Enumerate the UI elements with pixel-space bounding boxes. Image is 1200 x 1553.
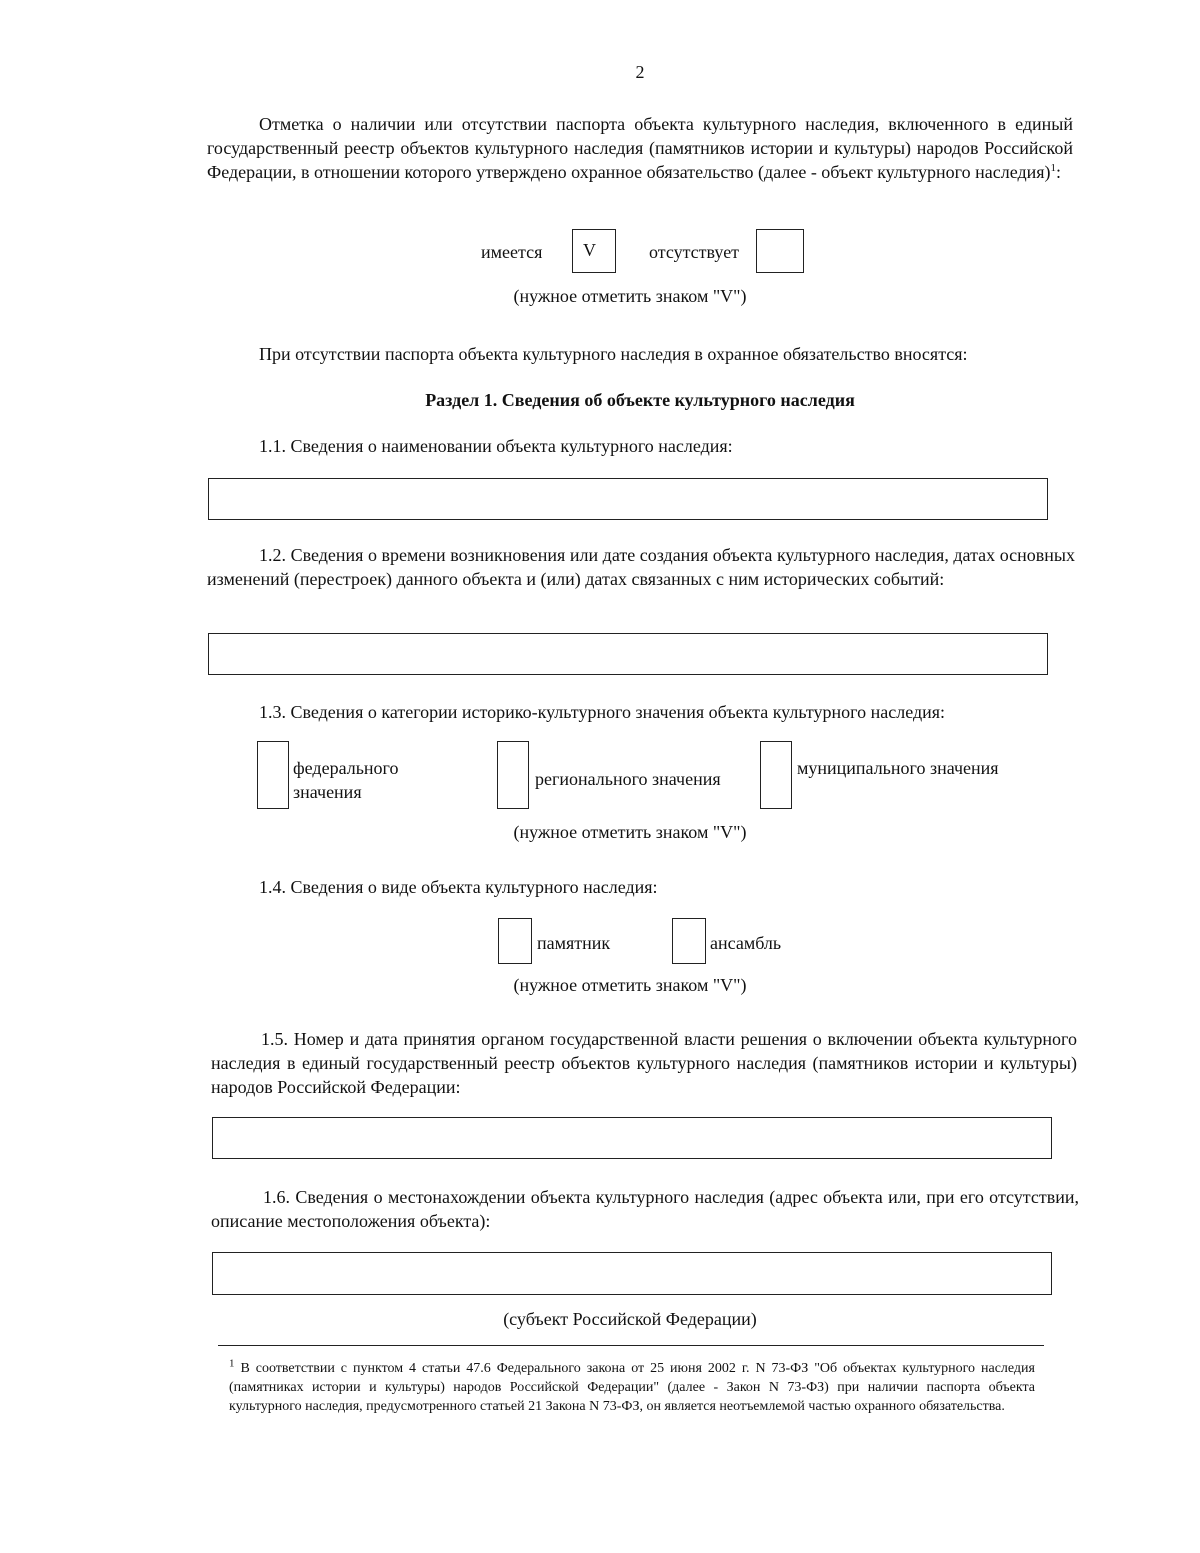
category-federal-line2: значения (293, 782, 362, 802)
item-1-4-label: 1.4. Сведения о виде объекта культурного наследия: (259, 877, 658, 897)
category-municipal-label: муниципального значения (797, 758, 999, 778)
section-title: Раздел 1. Сведения об объекте культурного наследия (425, 390, 855, 410)
passport-absent-checkbox[interactable] (756, 229, 804, 273)
footnote-separator (218, 1345, 1044, 1346)
item-1-5-field[interactable] (212, 1117, 1052, 1159)
kind-hint: (нужное отметить знаком "V") (513, 975, 747, 995)
item-1-1-field[interactable] (208, 478, 1048, 520)
item-1-2-field[interactable] (208, 633, 1048, 675)
item-1-2-label: 1.2. Сведения о времени возникновения или дате создания объекта культурного наследия, датах основных изменений (перестроек) данного объекта и (или) датах связанных с ним исторических событий: (207, 545, 1075, 589)
category-hint: (нужное отметить знаком "V") (513, 822, 747, 842)
item-1-6-field[interactable] (212, 1252, 1052, 1295)
category-regional-checkbox[interactable] (497, 741, 529, 809)
footnote (229, 1359, 1035, 1416)
kind-ensemble-checkbox[interactable] (672, 918, 706, 964)
intro-text: Отметка о наличии или отсутствии паспорта объекта культурного наследия, включенного в единый государственный реестр объектов культурного наследия (памятников истории и культуры) народов Российской Федерации, в отношении которого утверждено охранное обязательство (далее - объект культурного наследия) (207, 114, 1073, 182)
page-number: 2 (635, 62, 645, 82)
footnote-mark: 1 (229, 1357, 235, 1370)
subject-caption: (субъект Российской Федерации) (503, 1309, 757, 1329)
category-federal-label (293, 756, 398, 804)
kind-monument-checkbox[interactable] (498, 918, 532, 964)
category-municipal-checkbox[interactable] (760, 741, 792, 809)
item-1-1-label: 1.1. Сведения о наименовании объекта культурного наследия: (259, 436, 733, 456)
passport-hint: (нужное отметить знаком "V") (513, 286, 747, 306)
intro-footnote-mark: 1 (1050, 162, 1057, 174)
item-1-3-label: 1.3. Сведения о категории историко-культурного значения объекта культурного наследия: (259, 702, 946, 722)
absent-note: При отсутствии паспорта объекта культурного наследия в охранное обязательство вносятся: (259, 344, 968, 364)
intro-paragraph (207, 112, 1073, 184)
category-federal-line1: федерального (293, 758, 399, 778)
passport-has-label: имеется (481, 242, 543, 262)
passport-absent-label: отсутствует (649, 242, 740, 262)
category-federal-checkbox[interactable] (257, 741, 289, 809)
category-regional-label: регионального значения (535, 769, 721, 789)
kind-monument-label: памятник (537, 933, 611, 953)
footnote-text: В соответствии с пунктом 4 статьи 47.6 Федерального закона от 25 июня 2002 г. N 73-ФЗ "Об объектах культурного наследия (памятниках истории и культуры) народов Российской Федерации" (далее - Закон N 73-ФЗ) при наличии паспорта объекта культурного наследия, предусмотренного статьей 21 Закона N 73-ФЗ, он является неотъемлемой частью охранного обязательства. (229, 1361, 1035, 1414)
passport-has-checkbox[interactable]: V (572, 229, 616, 273)
item-1-5-label: 1.5. Номер и дата принятия органом государственной власти решения о включении объекта культурного наследия в единый государственный реестр объектов культурного наследия (памятников истории и культуры) народов Российской Федерации: (211, 1029, 1077, 1097)
kind-ensemble-label: ансамбль (710, 933, 782, 953)
item-1-6-label: 1.6. Сведения о местонахождении объекта культурного наследия (адрес объекта или, при его отсутствии, описание местоположения объекта): (211, 1187, 1079, 1231)
intro-end: : (1056, 162, 1062, 182)
